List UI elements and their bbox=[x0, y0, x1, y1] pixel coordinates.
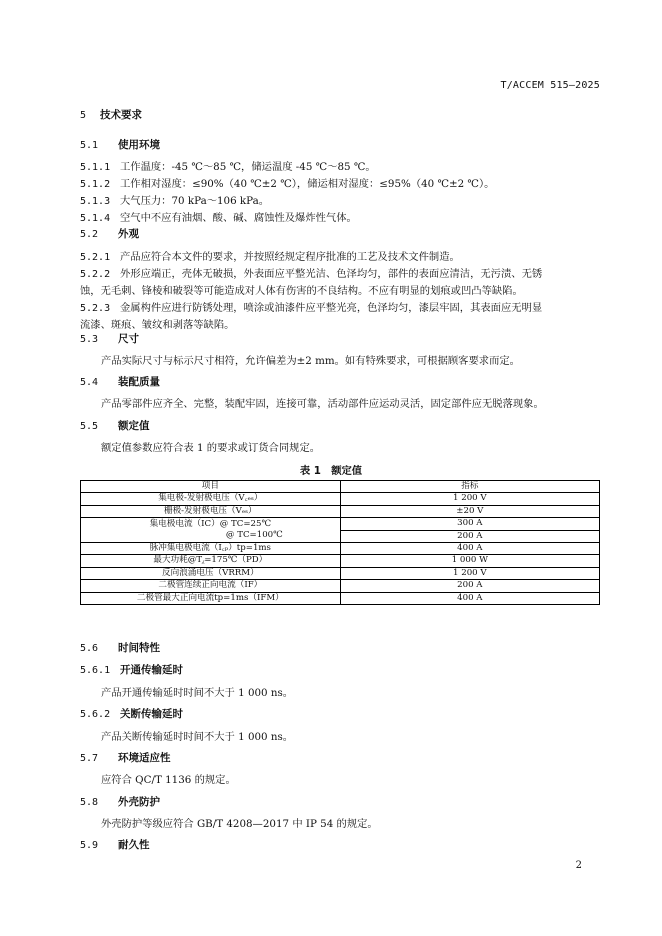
clause-text: 产品应符合本文件的要求，并按照经规定程序批准的工艺及技术文件制造。 bbox=[120, 251, 460, 263]
clause-5-1-1 bbox=[80, 158, 376, 173]
section-title: 开通传输延时 bbox=[120, 664, 183, 676]
section-title: 外壳防护 bbox=[118, 796, 160, 808]
section-number: 5 bbox=[80, 110, 87, 121]
table-header-cell: 指标 bbox=[340, 481, 599, 493]
section-5-2-heading bbox=[80, 226, 139, 241]
table-cell: 集电极-发射极电压（V꜀ₑₛ） bbox=[81, 493, 341, 505]
section-5-4-heading bbox=[80, 374, 160, 389]
clause-5-2-3 bbox=[80, 299, 542, 314]
section-5-5-text: 额定值参数应符合表 1 的要求或订货合同规定。 bbox=[101, 442, 321, 454]
section-number: 5.3 bbox=[80, 334, 99, 345]
clause-text: 金属构件应进行防锈处理，喷涂或油漆件应平整光亮，色泽均匀，漆层牢固，其表面应无明显 bbox=[120, 302, 543, 314]
clause-number: 5.1.3 bbox=[80, 196, 111, 207]
table-cell-line: 集电极电流（IC）@ TC=25℃ bbox=[149, 518, 272, 529]
section-title: 额定值 bbox=[118, 420, 150, 432]
clause-text: 工作相对湿度：≤90%（40 ℃±2 ℃），储运相对湿度：≤95%（40 ℃±2 ℃）。 bbox=[120, 178, 495, 190]
table-row bbox=[81, 493, 600, 505]
section-number: 5.4 bbox=[80, 377, 99, 388]
table-row bbox=[81, 518, 600, 530]
section-5-8-heading bbox=[80, 794, 160, 809]
table-cell: 反向浪涌电压（VRRM） bbox=[81, 567, 341, 579]
ratings-table bbox=[80, 480, 600, 605]
table-cell: 二极管连续正向电流（IF） bbox=[81, 580, 341, 592]
section-5-7-heading bbox=[80, 750, 171, 765]
section-5-3-heading bbox=[80, 331, 139, 346]
table-cell-merged bbox=[81, 518, 341, 543]
clause-5-2-2 bbox=[80, 265, 542, 280]
section-number: 5.6.1 bbox=[80, 665, 111, 676]
table-row bbox=[81, 567, 600, 579]
section-title: 耐久性 bbox=[118, 839, 150, 851]
clause-number: 5.2.3 bbox=[80, 303, 111, 314]
table-cell: 二极管最大正向电流tp=1ms（IFM） bbox=[81, 592, 341, 604]
section-number: 5.8 bbox=[80, 797, 99, 808]
table-row bbox=[81, 543, 600, 555]
clause-text: 工作温度：-45 ℃～85 ℃，储运温度 -45 ℃～85 ℃。 bbox=[120, 161, 376, 173]
section-5-6-2-text: 产品关断传输延时时间不大于 1 000 ns。 bbox=[101, 731, 294, 743]
clause-5-2-3-cont: 流漆、斑痕、皱纹和剥落等缺陷。 bbox=[80, 319, 235, 331]
section-5-8-text: 外壳防护等级应符合 GB/T 4208—2017 中 IP 54 的规定。 bbox=[101, 818, 378, 830]
table-cell: 200 A bbox=[340, 530, 599, 542]
table-cell: 300 A bbox=[340, 518, 599, 530]
clause-number: 5.1.2 bbox=[80, 179, 111, 190]
table-cell: ±20 V bbox=[340, 505, 599, 517]
section-title: 技术要求 bbox=[100, 109, 142, 121]
table-caption: 表 1 额定值 bbox=[299, 465, 363, 477]
clause-5-1-3 bbox=[80, 192, 269, 207]
section-5-3-text: 产品实际尺寸与标示尺寸相符，允许偏差为±2 mm。如有特殊要求，可根据顾客要求而定。 bbox=[101, 355, 520, 367]
section-title: 装配质量 bbox=[118, 376, 160, 388]
section-title: 使用环境 bbox=[118, 139, 160, 151]
clause-number: 5.1.4 bbox=[80, 213, 111, 224]
clause-number: 5.1.1 bbox=[80, 162, 111, 173]
clause-text: 大气压力：70 kPa～106 kPa。 bbox=[120, 195, 270, 207]
table-cell: 脉冲集电极电流（I꜀ₚ）tp=1ms bbox=[81, 543, 341, 555]
section-title: 外观 bbox=[118, 228, 139, 240]
section-number: 5.6.2 bbox=[80, 709, 111, 720]
section-5-5-heading bbox=[80, 418, 150, 433]
section-5-heading bbox=[80, 107, 142, 122]
clause-5-1-4 bbox=[80, 209, 357, 224]
section-number: 5.1 bbox=[80, 140, 99, 151]
table-cell: 400 A bbox=[340, 543, 599, 555]
section-5-1-heading bbox=[80, 137, 160, 152]
section-5-6-1-text: 产品开通传输延时时间不大于 1 000 ns。 bbox=[101, 687, 294, 699]
table-row bbox=[81, 555, 600, 567]
table-row bbox=[81, 505, 600, 517]
table-cell: 1 000 W bbox=[340, 555, 599, 567]
table-header-row bbox=[81, 481, 600, 493]
section-title: 时间特性 bbox=[118, 642, 160, 654]
table-cell: 400 A bbox=[340, 592, 599, 604]
section-5-6-2-heading bbox=[80, 706, 183, 721]
section-5-4-text: 产品零部件应齐全、完整，装配牢固，连接可靠，活动部件应运动灵活，固定部件应无脱落现象。 bbox=[101, 398, 544, 410]
table-row bbox=[81, 592, 600, 604]
table-cell: 最大功耗@T⁁=175℃（PD） bbox=[81, 555, 341, 567]
clause-5-2-2-cont: 蚀，无毛刺、锋棱和破裂等可能造成对人体有伤害的不良结构。不应有明显的划痕或凹凸等缺陷。 bbox=[80, 285, 523, 297]
page-number: 2 bbox=[575, 860, 582, 871]
table-cell: 栅极-发射极电压（Vₑₛ） bbox=[81, 505, 341, 517]
table-header-cell: 项目 bbox=[81, 481, 341, 493]
section-5-6-1-heading bbox=[80, 662, 183, 677]
clause-5-1-2 bbox=[80, 175, 494, 190]
clause-number: 5.2.2 bbox=[80, 269, 111, 280]
clause-text: 空气中不应有油烟、酸、碱、腐蚀性及爆炸性气体。 bbox=[120, 212, 357, 224]
clause-5-2-1 bbox=[80, 248, 460, 263]
table-cell: 1 200 V bbox=[340, 567, 599, 579]
clause-text: 外形应端正，壳体无破损，外表面应平整光洁、色泽均匀，部件的表面应清洁，无污渍、无锈 bbox=[120, 268, 543, 280]
section-title: 关断传输延时 bbox=[120, 708, 183, 720]
section-title: 尺寸 bbox=[118, 333, 139, 345]
section-number: 5.6 bbox=[80, 643, 99, 654]
section-5-9-heading bbox=[80, 837, 150, 852]
clause-number: 5.2.1 bbox=[80, 252, 111, 263]
section-5-7-text: 应符合 QC/T 1136 的规定。 bbox=[101, 774, 236, 786]
table-row bbox=[81, 580, 600, 592]
table-cell-line: @ TC=100℃ bbox=[225, 530, 283, 541]
section-number: 5.5 bbox=[80, 421, 99, 432]
document-code-header: T/ACCEM 515—2025 bbox=[500, 80, 600, 91]
section-number: 5.7 bbox=[80, 753, 99, 764]
section-title: 环境适应性 bbox=[118, 752, 171, 764]
section-5-6-heading bbox=[80, 640, 160, 655]
section-number: 5.9 bbox=[80, 840, 99, 851]
section-number: 5.2 bbox=[80, 229, 99, 240]
table-cell: 1 200 V bbox=[340, 493, 599, 505]
table-cell: 200 A bbox=[340, 580, 599, 592]
